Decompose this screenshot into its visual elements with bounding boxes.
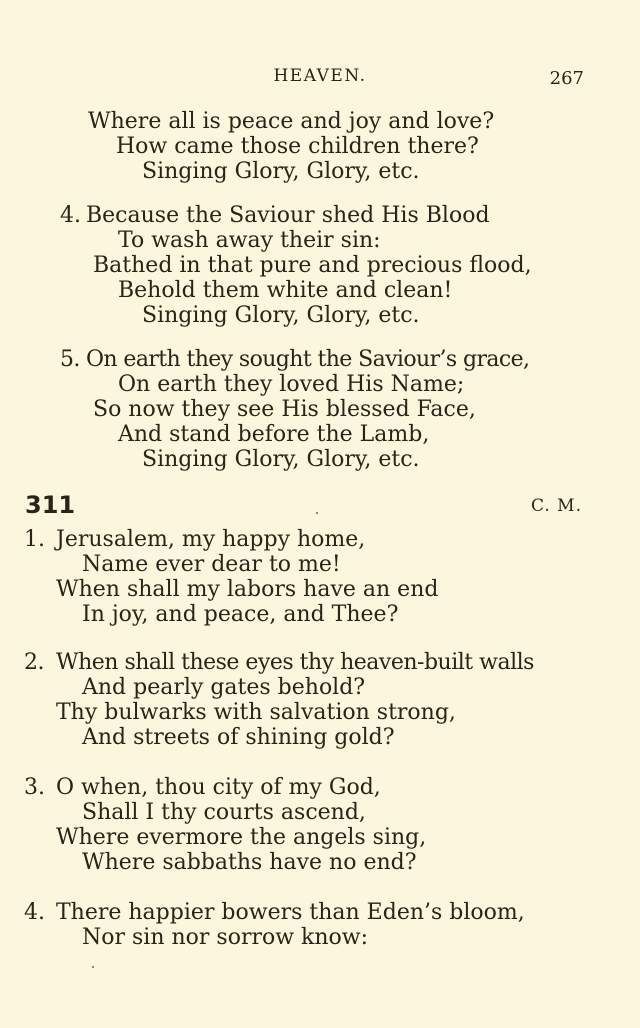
verse-line: Bathed in that pure and precious flood, — [93, 253, 532, 278]
verse-line: 2. When shall these eyes thy heaven-built walls — [24, 650, 534, 675]
verse-line: 3. O when, thou city of my God, — [24, 775, 381, 800]
verse-line: Where evermore the angels sing, — [56, 825, 427, 850]
running-header: HEAVEN. — [273, 66, 367, 86]
verse-line: 5. On earth they sought the Saviour’s grace, — [60, 347, 530, 372]
verse-line: And pearly gates behold? — [82, 675, 366, 700]
verse-line: Behold them white and clean! — [118, 278, 453, 303]
verse-number: 4. — [60, 203, 81, 228]
verse-line: Shall I thy courts ascend, — [82, 800, 366, 825]
verse-line: Where all is peace and joy and love? — [88, 109, 495, 134]
verse-line: When shall my labors have an end — [56, 577, 439, 602]
page-number: 267 — [549, 68, 584, 89]
verse-line: Singing Glory, Glory, etc. — [142, 447, 420, 472]
verse-line: 4. There happier bowers than Eden’s bloom, — [24, 900, 525, 925]
verse-number: 4. — [24, 900, 45, 925]
verse-number: 5. — [60, 347, 80, 372]
verse-line: Where sabbaths have no end? — [82, 850, 417, 875]
hymn-meter: C. M. — [530, 496, 582, 516]
hymn-number: 311 — [25, 491, 76, 519]
print-speck — [316, 512, 318, 514]
print-speck — [92, 966, 94, 968]
verse-line: And streets of shining gold? — [82, 725, 395, 750]
verse-line: Name ever dear to me! — [82, 552, 341, 577]
verse-line: 1. Jerusalem, my happy home, — [24, 527, 366, 552]
verse-line: To wash away their sin: — [118, 228, 381, 253]
verse-line: Singing Glory, Glory, etc. — [142, 159, 420, 184]
verse-line: Singing Glory, Glory, etc. — [142, 303, 420, 328]
verse-number: 1. — [24, 527, 45, 552]
verse-number: 3. — [24, 775, 45, 800]
verse-line: Thy bulwarks with salvation strong, — [56, 700, 456, 725]
verse-number: 2. — [24, 650, 44, 675]
verse-line: And stand before the Lamb, — [118, 422, 430, 447]
verse-line: On earth they loved His Name; — [118, 372, 465, 397]
verse-line: 4. Because the Saviour shed His Blood — [60, 203, 490, 228]
verse-line: So now they see His blessed Face, — [93, 397, 476, 422]
verse-line: In joy, and peace, and Thee? — [82, 602, 399, 627]
verse-line: Nor sin nor sorrow know: — [82, 925, 369, 950]
verse-line: How came those children there? — [116, 134, 479, 159]
